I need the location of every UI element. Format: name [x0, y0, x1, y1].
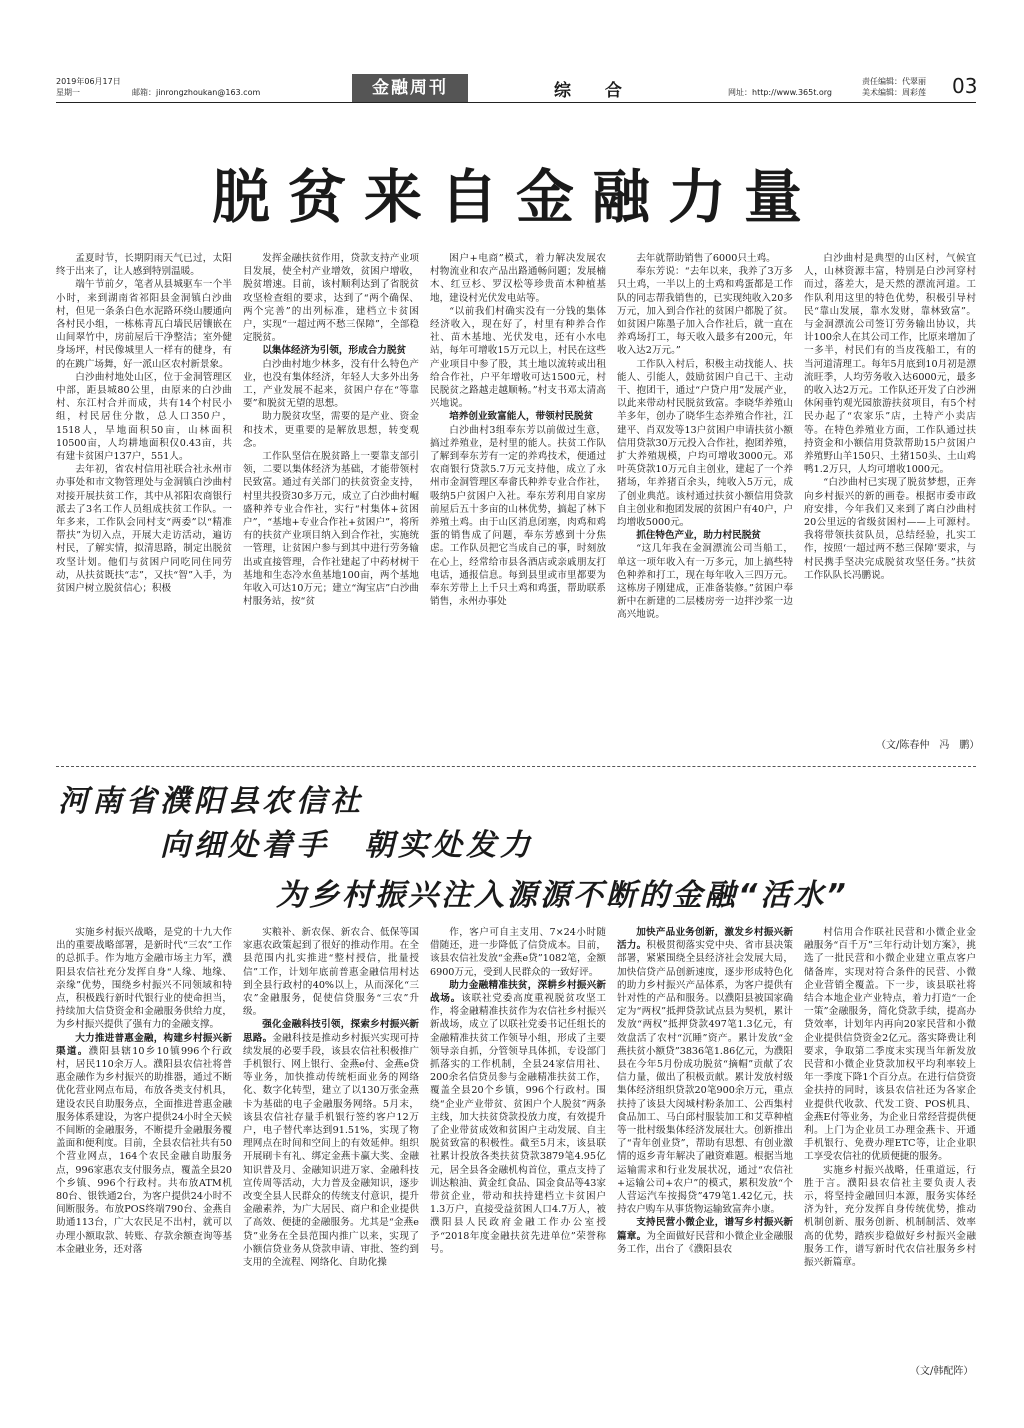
paragraph: 实粮补、新农保、新农合、低保等国家惠农政策起到了很好的推动作用。在全县范围内扎实推进“整村授信，批量授信”工作，计划年底前普惠金融信用村达到全县行政村的40%以上，从而深化“三农”金融服务，促使信贷服务“三农”升级。 — [243, 927, 419, 1018]
paragraph: “这几年我在金洞漂流公司当船工，单这一项年收入有一万多元，加上搞些特色种养和打工，现在每年收入三四万元。这栋房子刚建成，正准备装修。”贫困户奉新中在新建的二层楼房旁一边拌沙浆一边高兴地说。 — [617, 543, 793, 621]
paragraph: 白沙曲村地少林多，没有什么特色产业，也没有集体经济，年轻人大多外出务工，产业发展不起来，贫困户存在“等靠要”和脱贫无望的思想。 — [243, 358, 419, 410]
website: 网址：http://www.365t.org — [728, 88, 833, 97]
paragraph: 白沙曲村3组奉东芳以前做过生意，搞过养殖业，是村里的能人。扶贫工作队了解到奉东芳有一定的养鸡技术，便通过农商银行贷款5.7万元支持他，成立了永州市金洞管理区奉畲氏种养专业合作社，吸纳5户贫困户入社。奉东芳利用自家房前屋后五十多亩的山林优势，搞起了林下养殖土鸡。由于山区消息闭塞，肉鸡和鸡蛋的销售成了问题，奉东芳感到十分焦虑。工作队员把它当成自己的事，时刻放在心上，经常给市县各酒店或亲戚朋友打电话，通报信息。每到县里或市里都要为奉东芳带上上千只土鸡和鸡蛋，帮助联系销售，永州办事处 — [430, 424, 606, 608]
article1-title: 脱贫来自金融力量 — [211, 163, 820, 231]
section-title: 综 合 — [554, 81, 636, 101]
paragraph: 助力金融精准扶贫，深耕乡村振兴新战场。该联社党委高度重视脱贫攻坚工作，将金融精准扶贫作为农信社乡村振兴新战场，成立了以联社党委书记任组长的金融精准扶贫工作领导小组，形成了主要领导亲自抓，分管领导具体抓，专设部门抓落实的工作机制，全县24家信用社、200余名信贷员参与金融精准扶贫工作，覆盖全县20个乡镇，996个行政村。围绕“企业产业带贫、贫困户个人脱贫”两条主线，加大扶贫贷款投放力度，有效提升了企业带贫成效和贫困户主动发展、自主脱贫致富的积极性。截至5月末，该县联社累计投放各类扶贫贷款3879笔4.95亿元，居全县各金融机构首位，重点支持了训达粮油、黄金红食品、国金食品等43家带贫企业，带动和扶持建档立卡贫困户1.3万户，直接受益贫困人口4.7万人，被濮阳县人民政府金融工作办公室授予“2018年度金融扶贫先进单位”荣誉称号。 — [430, 979, 606, 1255]
issue-weekday: 星期一 — [56, 88, 80, 97]
article2-title-line3: 为乡村振兴注入源源不断的金融“活水” — [276, 878, 849, 913]
article1-col5 — [804, 252, 976, 722]
paragraph: 白沙曲村是典型的山区村，气候宜人，山林资源丰富，特别是白沙河穿村而过，落差大，是天然的漂流河道。工作队利用这里的特色优势，积极引导村民“靠山发展，靠水发财，靠林致富”。与金洞漂流公司签订劳务输出协议，共计100余人在其公司工作，比原来增加了一多半，村民们有的当皮筏船工，有的当河道清理工。每年5月底到10月初是漂流旺季，人均劳务收入达6000元，最多的收入达2万元。工作队还开发了白沙洲休闲垂钓观光园旅游扶贫项目，有5个村民办起了“农家乐”店，土特产小卖店等。在特色养殖业方面，工作队通过扶持资金和小额信用贷款帮助15户贫困户养殖野山羊150只、土猪150头、土山鸡鸭1.2万只，人均可增收1000元。 — [804, 253, 976, 476]
editor: 责任编辑：代翠丽 — [862, 77, 926, 86]
article2-title-line1: 河南省濮阳县农信社 — [58, 784, 364, 819]
article1-col2 — [243, 252, 419, 752]
page-number: 03 — [952, 74, 978, 98]
article2-col1 — [56, 926, 232, 1376]
paragraph: 强化金融科技引领，探索乡村振兴新思路。金融科技是推动乡村振兴实现可持续发展的必要手段，该县农信社积极推广手机银行、网上银行、金燕e付、金燕e贷等业务，加快推动传统柜面业务的网络化、数字化转型，建立了以130万张金燕卡为基础的电子金融服务网络。5月末，该县农信社存量手机银行签约客户12万户，电子替代率达到91.51%，实现了物理网点在时间和空间上的有效延伸。组织开展刷卡有礼、绑定金燕卡赢大奖、金融知识普及月、金融知识进万家、金融科技宣传周等活动，大力普及金融知识，逐步改变全县人民群众的传统支付意识，提升金融素养，为广大居民、商户和企业提供了高效、便捷的金融服务。尤其是“金燕e贷”业务在全县范围内推广以来，实现了小额信贷业务从贷款申请、审批、签约到支用的全流程、网络化、自助化操 — [243, 1019, 419, 1269]
article2-byline: （文/韩配阵） — [910, 1366, 974, 1377]
paragraph: 大力推进普惠金融，构建乡村振兴新渠道。濮阳县辖10乡10镇996个行政村，居民110余万人。濮阳县农信社将普惠金融作为乡村振兴的助推器，通过不断优化营业网点布局，布放各类支付机具，建设农民自助服务点，全面推进普惠金融服务体系建设，为客户提供24小时全天候不间断的金融服务，不断提升金融服务覆盖面和便利度。目前，全县农信社共有50个营业网点，164个农民金融自助服务点，996家惠农支付服务点，覆盖全县20个乡镇、996个行政村。共布放ATM机80台、银铁通2台，为客户提供24小时不间断服务。布放POS终端790台、金燕自助通113台，广大农民足不出村，就可以办理小额取款、转账、存款余额查询等基本金融业务，还对落 — [56, 1032, 232, 1255]
article2-col2 — [243, 926, 419, 1376]
article2-title-line2: 向细处着手 朝实处发力 — [160, 828, 534, 863]
article2-col3 — [430, 926, 606, 1376]
subheading: 培养创业致富能人，带领村民脱贫 — [449, 411, 594, 423]
paragraph: 助力脱贫攻坚，需要的是产业、资金和技术，更重要的是解放思想，转变观念。 — [243, 411, 419, 449]
article-divider — [56, 766, 976, 767]
paragraph: 白沙曲村地处山区，位于金洞管理区中部，距县城80公里，由原来的白沙曲村、东江村合并而成，共有14个村民小组，村民居住分散，总人口350户，1518人，旱地面积50亩，山林面积10500亩，人均耕地面积仅0.43亩，共有建卡贫困户137户，551人。 — [56, 371, 232, 463]
subheading: 以集体经济为引领，形成合力脱贫 — [262, 345, 407, 357]
header-rule — [56, 102, 976, 103]
article1-col3 — [430, 252, 606, 752]
paragraph: 发挥金融扶贫作用，贷款支持产业项目发展，使全村产业增效，贫困户增收，脱贫增速。目前，该村顺利达到了省脱贫攻坚检查组的要求，达到了“两个确保、两个完善”的出列标准，建档立卡贫困户，实现“一超过两不愁三保障”，全部稳定脱贫。 — [243, 253, 419, 344]
paragraph: 工作队入村后，积极主动找能人、扶能人、引能人，鼓励贫困户自己干、主动干、抱团干，通过“户贷户用”发展产业，以此来带动村民脱贫致富。李晓华养殖山羊多年，创办了晓华生态养殖合作社，江建平、肖双发等13户贫困户申请扶贫小额信用贷款30万元投入合作社，抱团养殖，扩大养殖规模，户均可增收3000元。邓叶英贷款10万元自主创业，建起了一个养猪场，年养猪百余头，纯收入5万元，成了创业典范。该村通过扶贫小额信用贷款自主创业和抱团发展的贫困户有40户，户均增收5000元。 — [617, 358, 793, 529]
paragraph: “以前我们村确实没有一分钱的集体经济收入，现在好了，村里有种养合作社、苗木基地、光伏发电，还有小水电站，每年可增收15万元以上，村民在这些产业项目中参了股，其土地以流转或出租给合作社，户平年增收可达1500元，村民脱贫之路越走越顺畅。”村支书邓太清高兴地说。 — [430, 305, 606, 410]
paragraph: 去年就帮助销售了6000只土鸡。 — [636, 253, 776, 264]
article1-col4 — [617, 252, 793, 752]
paragraph: 奉东芳说：“去年以来，我养了3万多只土鸡，一半以上的土鸡和鸡蛋都是工作队的同志帮我销售的，已实现纯收入20多万元，加入到合作社的贫困户都脱了贫。如贫困户陈墨子加入合作社后，就一直在养鸡场打工，每天收入最多有200元，年收入达2万元。” — [617, 266, 793, 357]
paragraph: 支持民营小微企业，谱写乡村振兴新篇章。为全面做好民营和小微企业金融服务工作，出台了《濮阳县农 — [617, 1217, 793, 1255]
paragraph: 困户+电商”模式，着力解决发展农村物流业和农产品出路通畅问题；发展楠木、红豆杉、罗汉松等珍贵苗木种植基地，建设村光伏发电站等。 — [430, 253, 606, 304]
issue-date: 2019年06月17日 — [56, 77, 121, 86]
masthead: 金融周刊 — [352, 74, 468, 102]
subheading: 抓住特色产业，助力村民脱贫 — [636, 530, 761, 542]
paragraph: “白沙曲村已实现了脱贫梦想，正奔向乡村振兴的新的画卷。根据市委市政府安排，今年我们又来到了离白沙曲村20公里远的省级贫困村——上可源村。我将带领扶贫队员，总结经验，扎实工作，按照‘一超过两不愁三保障’要求，与村民携手坚决完成脱贫攻坚任务。”扶贫工作队队长冯鹏说。 — [804, 477, 976, 581]
article2-col4 — [617, 926, 793, 1376]
paragraph: 实施乡村振兴战略，是党的十九大作出的重要战略部署，是新时代“三农”工作的总抓手。作为地方金融市场主力军，濮阳县农信社充分发挥自身“人缘、地缘、亲缘”优势，围绕乡村振兴不同领域和特点，积极践行新时代银行业的使命担当，持续加大信贷资金和金融服务供给力度，为乡村振兴提供了强有力的金融支撑。 — [56, 927, 232, 1031]
email: 邮箱：jinrongzhoukan@163.com — [132, 88, 261, 97]
paragraph: 孟夏时节，长期阴雨天气已过，太阳终于出来了，让人感到特别温暖。 — [56, 253, 232, 278]
paragraph: 实施乡村振兴战略，任重道远，行胜于言。濮阳县农信社主要负责人表示，将坚持金融回归本源，服务实体经济为针，充分发挥自身传统优势，推动机制创新、服务创新、机制制活、效率高的优势，踏疾步稳做好乡村振兴金融服务工作，谱写新时代农信社服务乡村振兴新篇章。 — [804, 1164, 976, 1269]
paragraph: 工作队坚信在脱贫路上一要靠支部引领，二要以集体经济为基础，才能带领村民致富。通过有关部门的扶贫资金支持，村里共投资30多万元，成立了白沙曲村崛盛种养专业合作社，实行“村集体+贫困户”，“基地+专业合作社+贫困户”，将所有的扶贫产业项目纳入到合作社，实施统一管理，让贫困户参与到其中进行劳务输出或直接管理，合作社建起了中药材树干基地和生态冷水鱼基地100亩，两个基地年收入可达10万元；建立“淘宝店”白沙曲村服务站，按“贫 — [243, 451, 419, 608]
paragraph: 村信用合作联社民营和小微企业金融服务“百千万”三年行动计划方案》，挑选了一批民营和小微企业建立重点客户储备库，实现对符合条件的民营、小微企业营销全覆盖。下一步，该县联社将结合本地企业产业特点，着力打造“一企一策”金融服务，简化贷款手续，提高办贷效率，计划年内再向20家民营和小微企业提供信贷资金2亿元。落实降费让利要求，争取第二季度末实现当年新发放民营和小微企业贷款加权平均利率较上年一季度下降1个百分点。在进行信贷资金扶持的同时，该县农信社还为各家企业提供代收款、代发工资、POS机具、金燕E付等业务，为企业日常经营提供便利。上门为企业员工办理金燕卡、开通手机银行、免费办理ETC等，让企业职工享受农信社的优质便捷的服务。 — [804, 927, 976, 1163]
article1-col1 — [56, 252, 232, 752]
art-editor: 美术编辑：周彩莲 — [862, 88, 926, 97]
paragraph: 去年初，省农村信用社联合社永州市办事处和市文物管理处与金洞镇白沙曲村对接开展扶贫工作，其中从祁阳农商银行派去了3名工作人员组成扶贫工作队。一年多来，工作队会同村支“两委”以“精准帮扶”为切入点，开展大走访活动，遍访村民，了解实情，拟清思路，制定出脱贫攻坚计划。他们与贫困户同吃同住同劳动，从扶贫既扶“志”，又扶“智”入手，为贫困户树立脱贫信心；积极 — [56, 464, 232, 595]
paragraph: 端午节前夕，笔者从县城驱车一个半小时，来到湖南省祁阳县金洞镇白沙曲村，但见一条条白色水泥路环绕山腰通向各村民小组，一栋栋青瓦白墙民居镶嵌在山间翠竹中，房前屋后干净整洁；室外健身场坪，村民像城里人一样有的健身，有的在跳广场舞，好一派山区农村新景象。 — [56, 279, 232, 370]
article1-byline: （文/陈春仲 冯 鹏） — [876, 740, 980, 751]
paragraph: 作，客户可自主支用、7×24小时随借随还，进一步降低了信贷成本。目前，该县农信社发放“金燕e贷”1082笔，金额6900万元，受到人民群众的一致好评。 — [430, 927, 606, 978]
paragraph: 加快产品业务创新，激发乡村振兴新活力。积极贯彻落实党中央、省市县决策部署，紧紧围绕全县经济社会发展大局，加快信贷产品创新速度，逐步形成特色化的助力乡村振兴产品体系，为客户提供有针对性的产品和服务。以濮阳县被国家确定为“两权”抵押贷款试点县为契机，累计发放“两权”抵押贷款497笔1.3亿元，有效盘活了农村“沉睡”资产。累计发放“金燕扶贫小额贷”3836笔1.86亿元，为濮阳县在今年5月份成功脱贫“摘帽”贡献了农信力量，做出了积极贡献。累计发放村级集体经济组织贷款20笔900余万元，重点扶持了该县大闵城村粉条加工、公西集村食品加工、马白邱村服装加工和艾草种植等一批村级集体经济发展壮大。创新推出了“青年创业贷”，帮助有思想、有创业激情的返乡青年解决了融资难题。根据当地运输需求和行业发展状况，通过“农信社+运输公司+农户”的模式，累积发放“个人营运汽车按揭贷”479笔1.42亿元，扶持农户购车从事货物运输致富奔小康。 — [617, 927, 793, 1216]
article2-col5 — [804, 926, 976, 1356]
